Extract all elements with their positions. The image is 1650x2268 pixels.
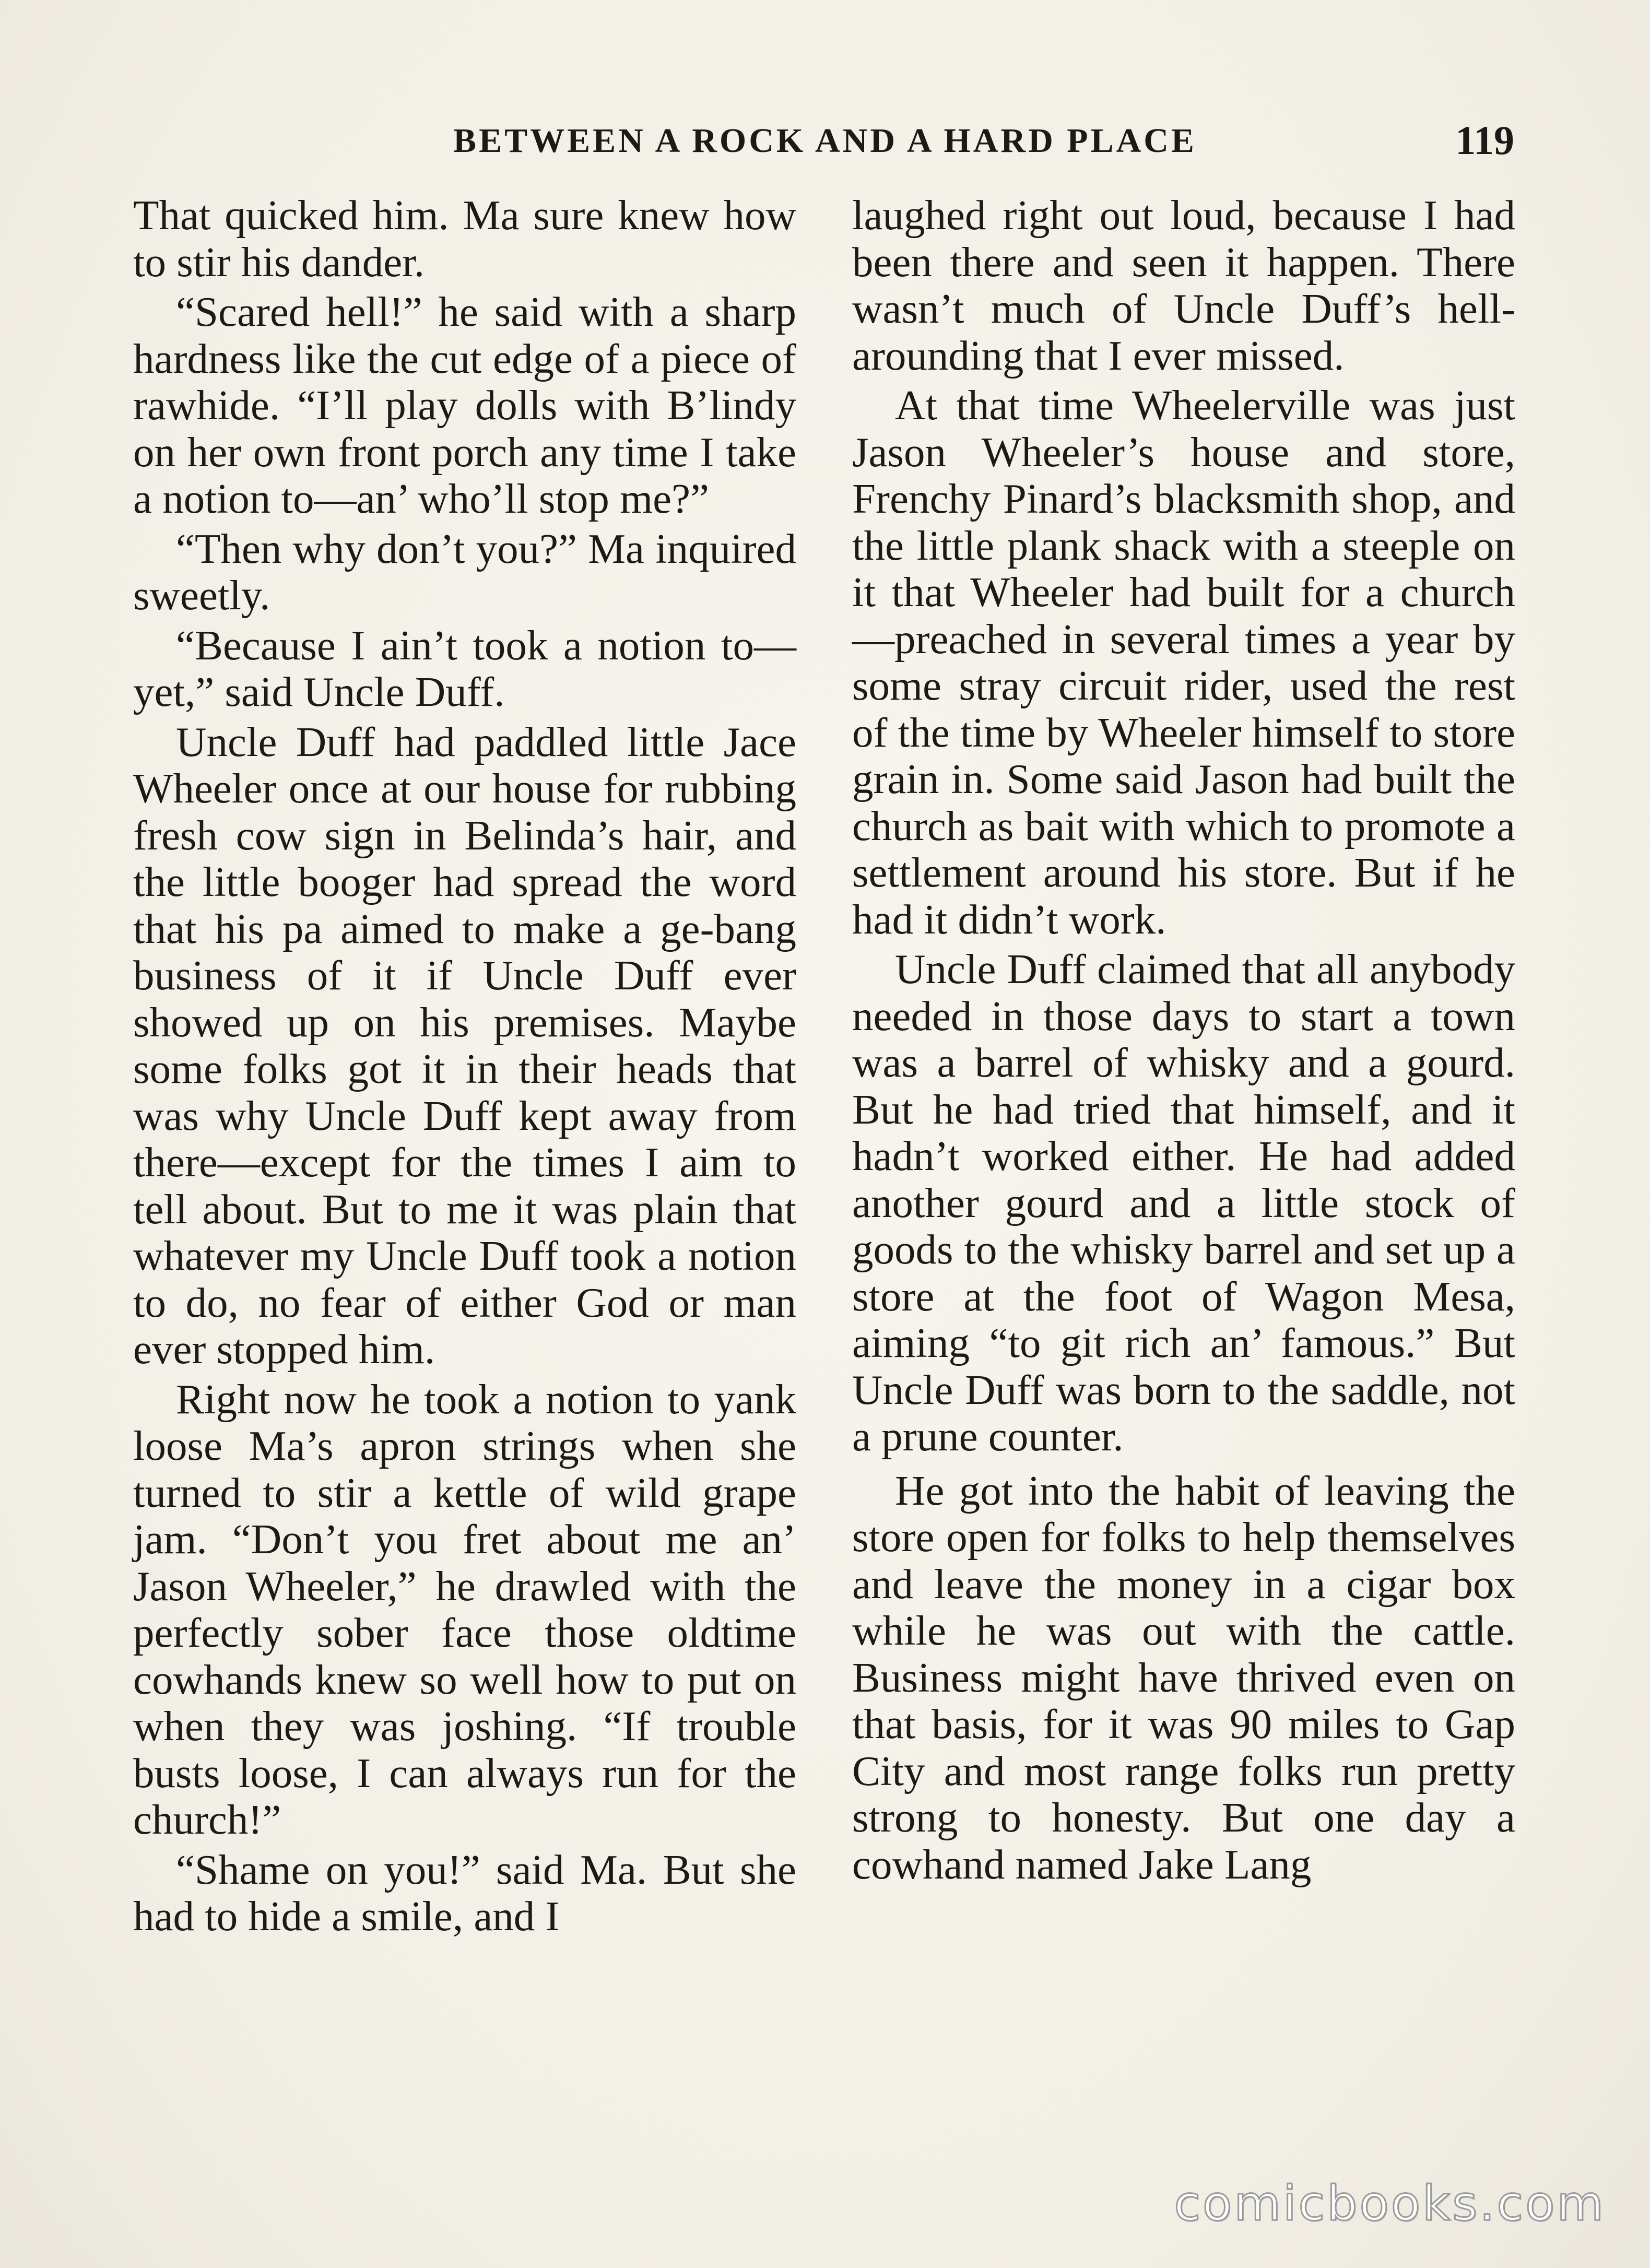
right-column: [852, 192, 1515, 1891]
running-title: BETWEEN A ROCK AND A HARD PLACE: [453, 122, 1197, 160]
page-number: 119: [1455, 117, 1514, 163]
paragraph: Right now he took a notion to yank loose Ma’s apron strings when she turned to stir a kettle of wild grape jam. “Don’t you fret about me an’ Jason Wheeler,” he drawled with the perfectly sober face those oldtime cowhands knew so well how to put on when they was joshing. “If trouble busts loose, I can always run for the church!”: [133, 1375, 796, 1843]
paragraph: “Shame on you!” said Ma. But she had to hide a smile, and I: [133, 1846, 796, 1940]
left-column: [133, 192, 796, 1943]
paragraph: Uncle Duff claimed that all anybody needed in those days to start a town was a barrel of whisky and a gourd. But he had tried that himself, and it hadn’t worked either. He had added another gourd and a little stock of goods to the whisky barrel and set up a store at the foot of Wagon Mesa, aiming “to git rich an’ famous.” But Uncle Duff was born to the saddle, not a prune counter.: [852, 946, 1515, 1460]
paragraph: At that time Wheelerville was just Jason Wheeler’s house and store, Frenchy Pinard’s blacksmith shop, and the little plank shack with a steeple on it that Wheeler had built for a church—preached in several times a year by some stray circuit rider, used the rest of the time by Wheeler himself to store grain in. Some said Jason had built the church as bait with which to promote a settlement around his store. But if he had it didn’t work.: [852, 382, 1515, 943]
running-head: [131, 117, 1519, 179]
paragraph: That quicked him. Ma sure knew how to stir his dander.: [133, 192, 796, 286]
paragraph: Uncle Duff had paddled little Jace Wheeler once at our house for rubbing fresh cow sign in Belinda’s hair, and the little booger had spread the word that his pa aimed to make a ge-bang business of it if Uncle Duff ever showed up on his premises. Maybe some folks got it in their heads that was why Uncle Duff kept away from there—except for the times I aim to tell about. But to me it was plain that whatever my Uncle Duff took a notion to do, no fear of either God or man ever stopped him.: [133, 718, 796, 1373]
watermark-logo: comicbooks.com: [1174, 2176, 1606, 2231]
paragraph: laughed right out loud, because I had been there and seen it happen. There wasn’t much of Uncle Duff’s hell-arounding that I ever missed.: [852, 192, 1515, 379]
paragraph: “Then why don’t you?” Ma inquired sweetly.: [133, 525, 796, 619]
paragraph: He got into the habit of leaving the store open for folks to help themselves and leave the money in a cigar box while he was out with the cattle. Business might have thrived even on that basis, for it was 90 miles to Gap City and most range folks run pretty strong to honesty. But one day a cowhand named Jake Lang: [852, 1467, 1515, 1888]
paragraph: “Scared hell!” he said with a sharp hardness like the cut edge of a piece of rawhide. “I’ll play dolls with B’lindy on her own front porch any time I take a notion to—an’ who’ll stop me?”: [133, 288, 796, 522]
paragraph: “Because I ain’t took a notion to—yet,” said Uncle Duff.: [133, 621, 796, 715]
